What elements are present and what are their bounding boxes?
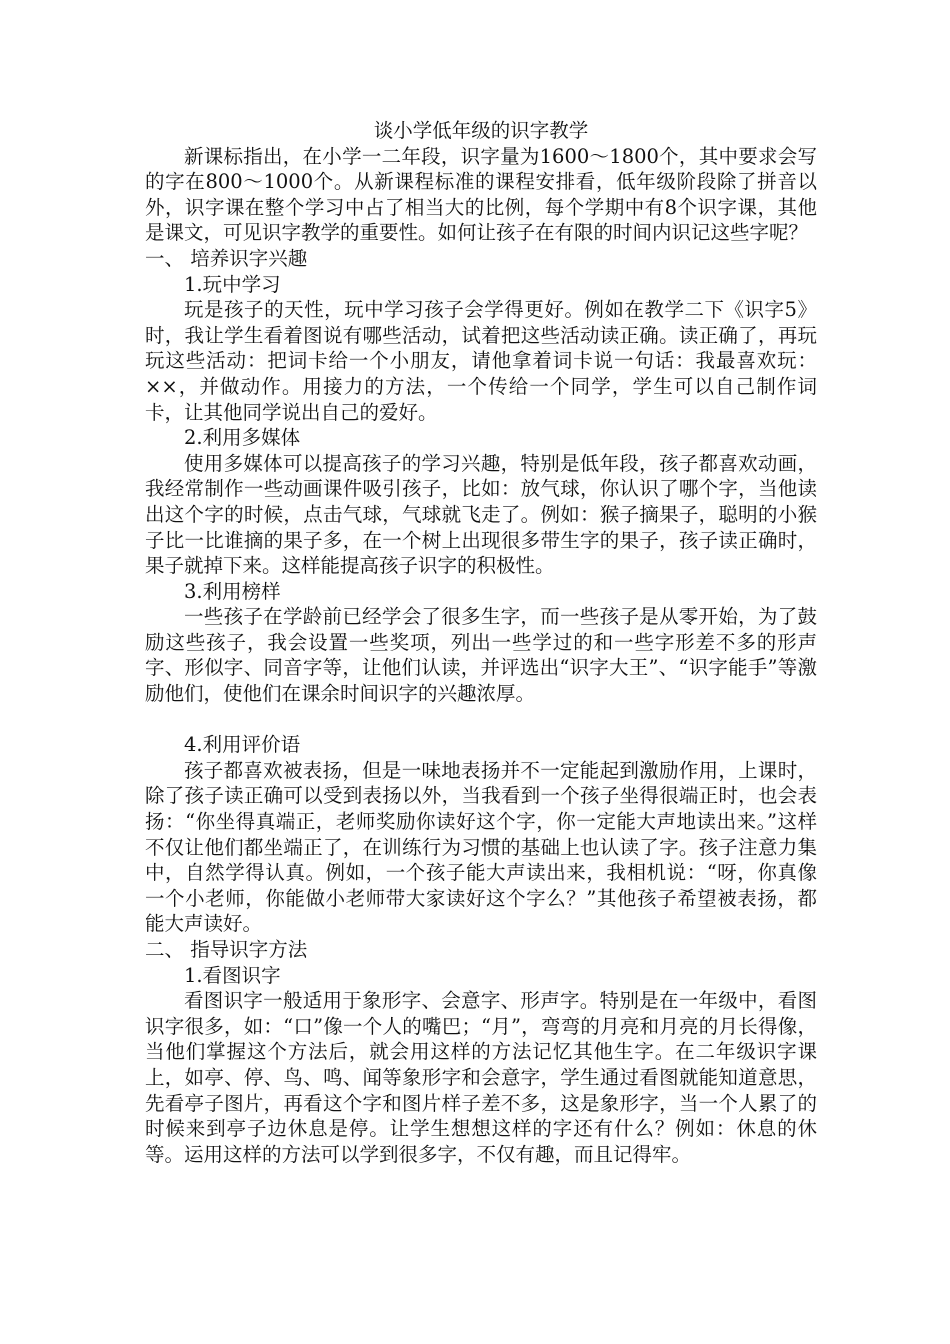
- paragraph-picture-literacy: 看图识字一般适用于象形字、会意字、形声字。特别是在一年级中，看图识字很多，如：“口”像一个人的嘴巴；“月”，弯弯的月亮和月亮的月长得像，当他们掌握这个方法后，就会用这样的方法记忆其他生字。在二年级识字课上，如亭、停、鸟、鸣、闻等象形字和会意字，学生通过看图就能知道意思，先看亭子图片，再看这个字和图片样子差不多，这是象形字，当一个人累了的时候来到亭子边休息是停。让学生想想这样的字还有什么？例如：休息的休等。运用这样的方法可以学到很多字，不仅有趣，而且记得牢。: [145, 989, 817, 1166]
- blank-line: [145, 707, 817, 733]
- paragraph-role-model: 一些孩子在学龄前已经学会了很多生字，而一些孩子是从零开始，为了鼓励这些孩子，我会设置一些奖项，列出一些学过的和一些字形差不多的形声字、形似字、同音字等，让他们认读，并评选出“识字大王”、“识字能手”等激励他们，使他们在课余时间识字的兴趣浓厚。: [145, 605, 817, 706]
- subheading-picture-literacy: 1.看图识字: [184, 963, 281, 987]
- subheading-play-learning: 1.玩中学习: [184, 272, 281, 296]
- section-heading-2: 二、 指导识字方法: [145, 938, 308, 961]
- subheading-role-model: 3.利用榜样: [184, 579, 281, 603]
- intro-paragraph: 新课标指出，在小学一二年段，识字量为1600～1800个，其中要求会写的字在800～1000个。从新课程标准的课程安排看，低年级阶段除了拼音以外，识字课在整个学习中占了相当大的比例，每个学期中有8个识字课，其他是课文，可见识字教学的重要性。如何让孩子在有限的时间内识记这些字呢？: [145, 144, 817, 245]
- subheading-evaluation: 4.利用评价语: [184, 733, 301, 757]
- paragraph-multimedia: 使用多媒体可以提高孩子的学习兴趣，特别是低年段，孩子都喜欢动画，我经常制作一些动画课件吸引孩子，比如：放气球，你认识了哪个字，当他读出这个字的时候，点击气球，气球就飞走了。例如：猴子摘果子，聪明的小猴子比一比谁摘的果子多，在一个树上出现很多带生字的果子，孩子读正确时，果子就掉下来。这样能提高孩子识字的积极性。: [145, 451, 817, 578]
- paragraph-evaluation: 孩子都喜欢被表扬，但是一味地表扬并不一定能起到激励作用，上课时，除了孩子读正确可以受到表扬以外，当我看到一个孩子坐得很端正时，也会表扬：“你坐得真端正，老师奖励你读好这个字，你一定能大声地读出来。”这样不仅让他们都坐端正了，在训练行为习惯的基础上也认读了字。孩子注意力集中，自然学得认真。例如，一个孩子能大声读出来，我相机说：“呀，你真像一个小老师，你能做小老师带大家读好这个字么？”其他孩子希望被表扬，都能大声读好。: [145, 758, 817, 936]
- paragraph-play-learning: 玩是孩子的天性，玩中学习孩子会学得更好。例如在教学二下《识字5》时，我让学生看着图说有哪些活动，试着把这些活动读正确。读正确了，再玩玩这些活动：把词卡给一个小朋友，请他拿着词卡说一句话：我最喜欢玩：××，并做动作。用接力的方法，一个传给一个同学，学生可以自己制作词卡，让其他同学说出自己的爱好。: [145, 298, 817, 424]
- subheading-multimedia: 2.利用多媒体: [184, 426, 301, 450]
- document-page: [145, 118, 817, 1167]
- section-heading-1: 一、 培养识字兴趣: [145, 246, 308, 270]
- document-title: 谈小学低年级的识字教学: [373, 119, 589, 142]
